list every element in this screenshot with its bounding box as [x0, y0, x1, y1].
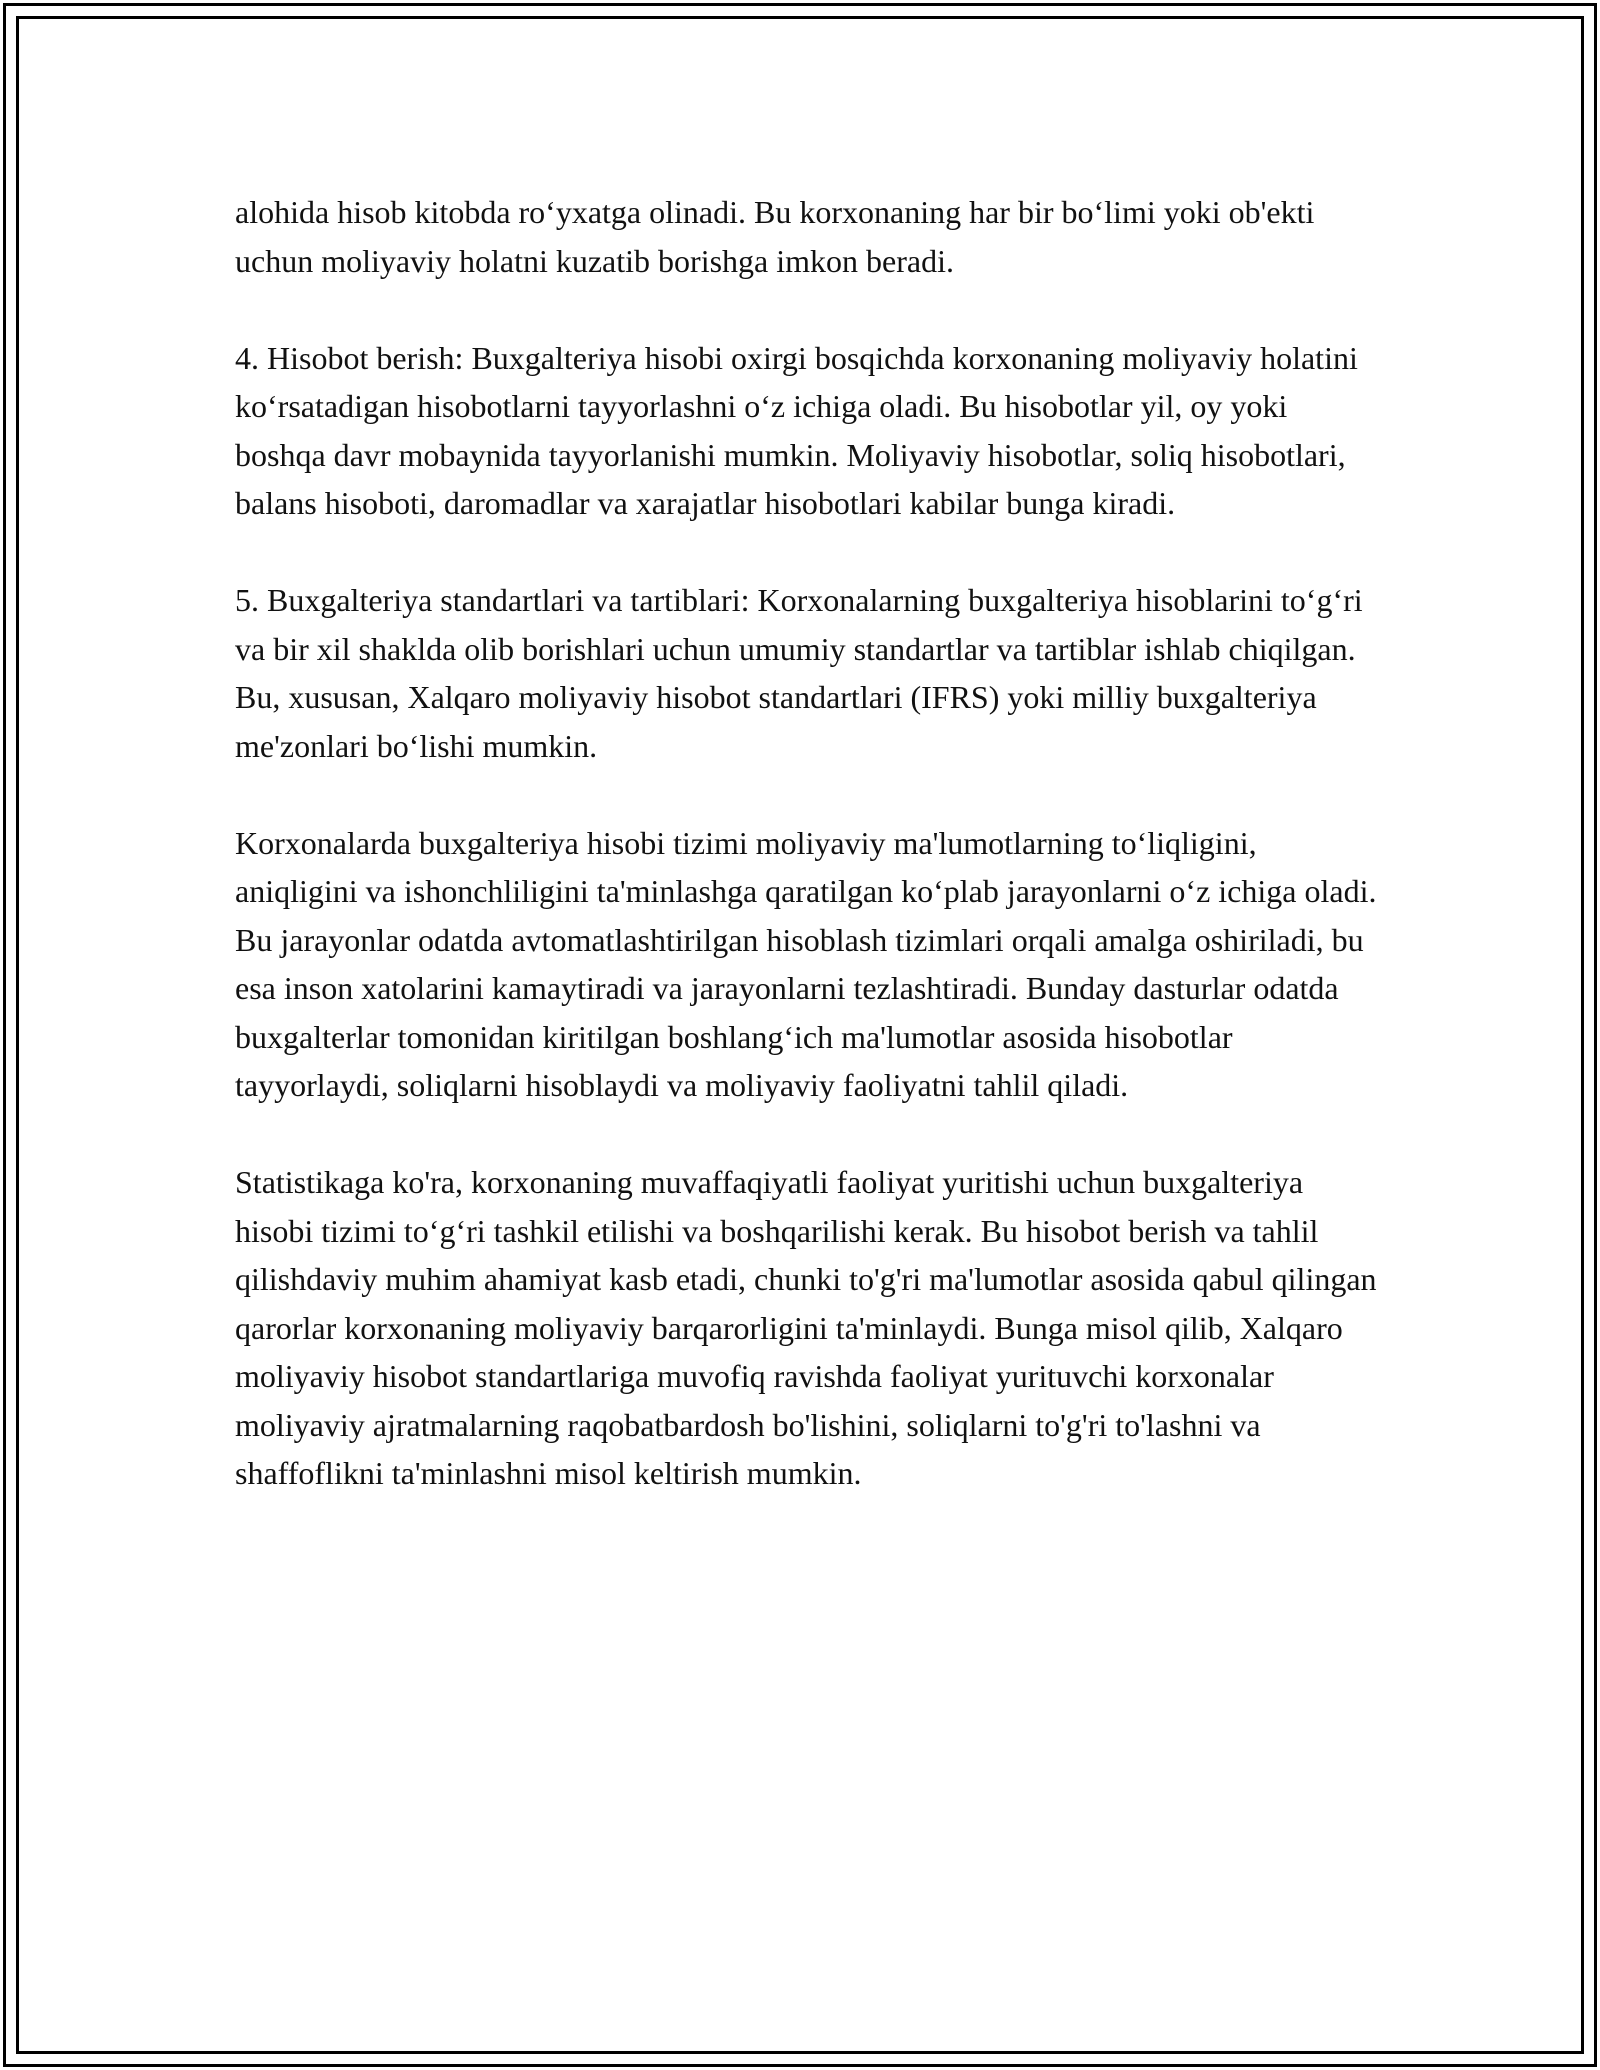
document-body: [235, 188, 1380, 1498]
paragraph-statistikaga-kora: Statistikaga ko'ra, korxonaning muvaffaqiyatli faoliyat yuritishi uchun buxgalteriya hisobi tizimi to‘g‘ri tashkil etilishi va boshqarilishi kerak. Bu hisobot berish va tahlil qilishdaviy muhim ahamiyat kasb etadi, chunki to'g'ri ma'lumotlar asosida qabul qilingan qarorlar korxonaning moliyaviy barqarorligini ta'minlaydi. Bunga misol qilib, Xalqaro moliyaviy hisobot standartlariga muvofiq ravishda faoliyat yurituvchi korxonalar moliyaviy ajratmalarning raqobatbardosh bo'lishini, soliqlarni to'g'ri to'lashni va shaffoflikni ta'minlashni misol keltirish mumkin.: [235, 1164, 1377, 1491]
paragraph-hisobi-tizimi: Korxonalarda buxgalteriya hisobi tizimi moliyaviy ma'lumotlarning to‘liqligini, aniqligini va ishonchliligini ta'minlashga qaratilgan ko‘plab jarayonlarni o‘z ichiga oladi. Bu jarayonlar odatda avtomatlashtirilgan hisoblash tizimlari orqali amalga oshiriladi, bu esa inson xatolarini kamaytiradi va jarayonlarni tezlashtiradi. Bunday dasturlar odatda buxgalterlar tomonidan kiritilgan boshlang‘ich ma'lumotlar asosida hisobotlar tayyorlaydi, soliqlarni hisoblaydi va moliyaviy faoliyatni tahlil qiladi.: [235, 824, 1377, 1103]
paragraph-buxgalteriya-standartlari: 5. Buxgalteriya standartlari va tartiblari: Korxonalarning buxgalteriya hisoblarini to‘g‘ri va bir xil shaklda olib borishlari uchun umumiy standartlar va tartiblar ishlab chiqilgan. Bu, xususan, Xalqaro moliyaviy hisobot standartlari (IFRS) yoki milliy buxgalteriya me'zonlari bo‘lishi mumkin.: [235, 582, 1363, 764]
paragraph-continuation: alohida hisob kitobda ro‘yxatga olinadi. Bu korxonaning har bir bo‘limi yoki ob'ekti uchun moliyaviy holatni kuzatib borishga imkon beradi.: [235, 194, 1315, 279]
paragraph-hisobot-berish: 4. Hisobot berish: Buxgalteriya hisobi oxirgi bosqichda korxonaning moliyaviy holatini ko‘rsatadigan hisobotlarni tayyorlashni o‘z ichiga oladi. Bu hisobotlar yil, oy yoki boshqa davr mobaynida tayyorlanishi mumkin. Moliyaviy hisobotlar, soliq hisobotlari, balans hisoboti, daromadlar va xarajatlar hisobotlari kabilar bunga kiradi.: [235, 339, 1358, 521]
